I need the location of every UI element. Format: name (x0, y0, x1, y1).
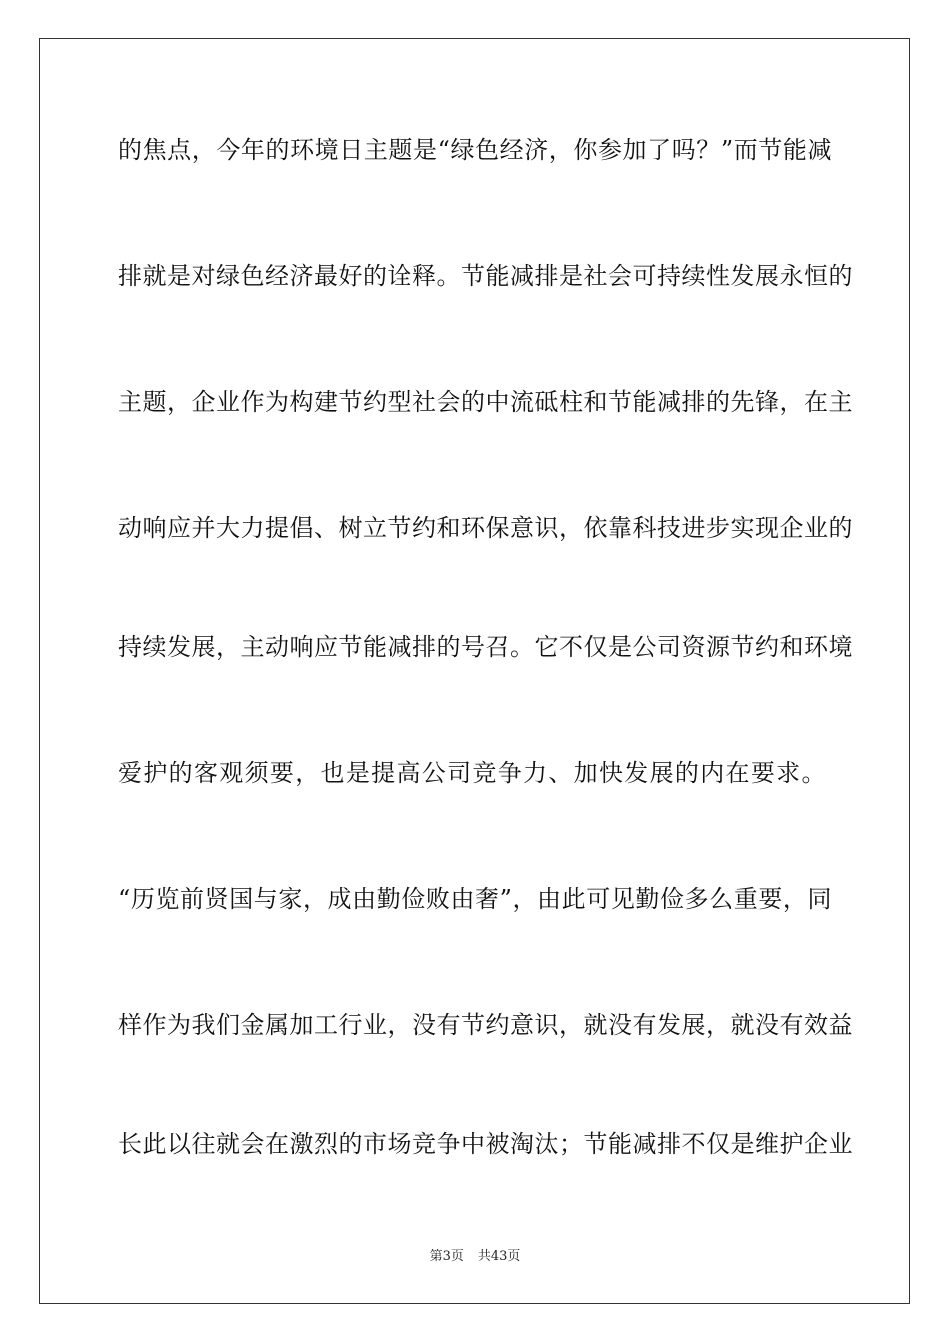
page-border (39, 38, 910, 1304)
body-text-line: 动响应并大力提倡、树立节约和环保意识，依靠科技进步实现企业的 (118, 514, 853, 542)
body-text-line: “历览前贤国与家，成由勤俭败由奢”，由此可见勤俭多么重要，同 (118, 885, 832, 913)
page-total: 共43页 (477, 1249, 521, 1264)
body-text-line: 排就是对绿色经济最好的诠释。节能减排是社会可持续性发展永恒的 (118, 262, 853, 290)
body-text-line: 持续发展，主动响应节能减排的号召。它不仅是公司资源节约和环境 (118, 633, 853, 661)
body-text-line: 主题，企业作为构建节约型社会的中流砥柱和节能减排的先锋，在主 (118, 388, 853, 416)
body-text-line: 爱护的客观须要，也是提高公司竞争力、加快发展的内在要求。 (118, 759, 826, 787)
body-text-line: 长此以往就会在激烈的市场竞争中被淘汰；节能减排不仅是维护企业 (118, 1130, 853, 1158)
page-footer (0, 1248, 950, 1266)
page-number: 第3页 (429, 1249, 464, 1264)
body-text-line: 样作为我们金属加工行业，没有节约意识，就没有发展，就没有效益 (118, 1011, 853, 1039)
body-text-line: 的焦点，今年的环境日主题是“绿色经济，你参加了吗？”而节能减 (118, 136, 832, 164)
